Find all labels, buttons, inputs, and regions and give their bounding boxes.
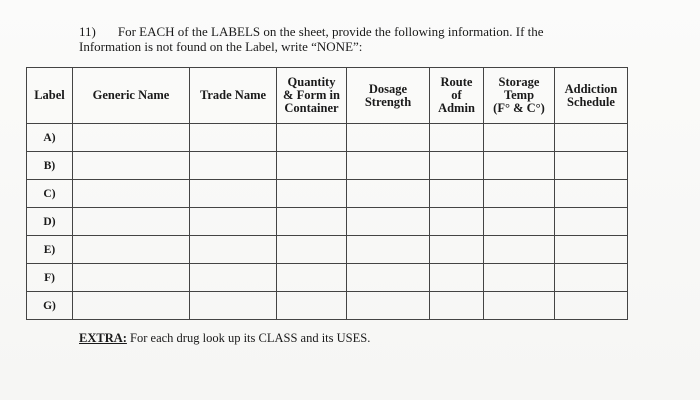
answer-cell-generic-name[interactable] [73,292,190,320]
column-header-trade-name [190,68,277,124]
answer-cell-addiction-schedule[interactable] [555,236,628,264]
table-row [27,236,628,264]
column-header-dosage-strength [347,68,430,124]
column-header-line: Admin [438,101,475,115]
column-header-line: Quantity [287,75,336,89]
instructions-text-2: Information is not found on the Label, write “NONE”: [79,39,363,54]
column-header-line: & Form in [283,88,340,102]
answer-cell-storage-temp[interactable] [484,208,555,236]
answer-cell-quantity-form[interactable] [277,180,347,208]
answer-cell-generic-name[interactable] [73,152,190,180]
answer-cell-addiction-schedule[interactable] [555,264,628,292]
answer-cell-route-admin[interactable] [430,124,484,152]
answer-cell-storage-temp[interactable] [484,124,555,152]
answer-cell-trade-name[interactable] [190,180,277,208]
row-label: C) [27,180,73,208]
column-header-line: Strength [364,94,412,109]
question-number: 11) [79,24,96,39]
answer-cell-generic-name[interactable] [73,264,190,292]
answer-cell-route-admin[interactable] [430,292,484,320]
column-header-line: Storage [498,75,540,89]
answer-cell-addiction-schedule[interactable] [555,124,628,152]
column-header-line: Schedule [567,94,615,109]
answer-cell-dosage-strength[interactable] [347,152,430,180]
row-label: A) [27,124,73,152]
answer-cell-trade-name[interactable] [190,236,277,264]
column-header-line: Trade Name [199,88,267,102]
answer-cell-quantity-form[interactable] [277,152,347,180]
answer-cell-route-admin[interactable] [430,208,484,236]
row-label: E) [27,236,73,264]
answer-cell-route-admin[interactable] [430,152,484,180]
row-label: B) [27,152,73,180]
extra-label: EXTRA: [79,331,127,345]
answer-cell-addiction-schedule[interactable] [555,180,628,208]
table-header-row [27,68,628,124]
table-row [27,264,628,292]
answer-cell-generic-name[interactable] [73,208,190,236]
answer-cell-storage-temp[interactable] [484,236,555,264]
instructions-line-1 [79,24,639,39]
answer-cell-quantity-form[interactable] [277,208,347,236]
answer-cell-route-admin[interactable] [430,180,484,208]
answer-cell-trade-name[interactable] [190,292,277,320]
answer-cell-addiction-schedule[interactable] [555,208,628,236]
column-header-addiction-schedule [555,68,628,124]
answer-cell-route-admin[interactable] [430,236,484,264]
instructions [79,24,639,54]
column-header-label [27,68,73,124]
table-row [27,152,628,180]
answer-cell-quantity-form[interactable] [277,236,347,264]
answer-cell-dosage-strength[interactable] [347,124,430,152]
table-row [27,124,628,152]
instructions-text-1: For EACH of the LABELS on the sheet, provide the following information. If the [117,24,544,39]
column-header-line: Temp [503,88,535,102]
column-header-line: of [451,88,462,102]
column-header-generic-name [73,68,190,124]
column-header-storage-temp [484,68,555,124]
answer-cell-dosage-strength[interactable] [347,292,430,320]
table-row [27,292,628,320]
answer-cell-generic-name[interactable] [73,236,190,264]
answer-cell-generic-name[interactable] [73,180,190,208]
answer-cell-dosage-strength[interactable] [347,264,430,292]
answer-cell-dosage-strength[interactable] [347,236,430,264]
answer-cell-quantity-form[interactable] [277,264,347,292]
column-header-line: Addiction [564,81,618,96]
row-label: G) [27,292,73,320]
column-header-route-admin [430,68,484,124]
column-header-line: Dosage [368,81,408,96]
answer-cell-storage-temp[interactable] [484,180,555,208]
answer-cell-trade-name[interactable] [190,208,277,236]
answer-cell-addiction-schedule[interactable] [555,292,628,320]
answer-cell-trade-name[interactable] [190,124,277,152]
table-body [27,124,628,320]
extra-note [79,331,370,346]
answer-cell-trade-name[interactable] [190,264,277,292]
row-label: D) [27,208,73,236]
column-header-line: Label [34,88,65,102]
answer-cell-route-admin[interactable] [430,264,484,292]
answer-cell-trade-name[interactable] [190,152,277,180]
answer-cell-dosage-strength[interactable] [347,208,430,236]
column-header-line: Generic Name [92,88,170,102]
answer-cell-generic-name[interactable] [73,124,190,152]
table-row [27,180,628,208]
label-info-table [26,67,628,320]
answer-cell-addiction-schedule[interactable] [555,152,628,180]
row-label: F) [27,264,73,292]
answer-cell-quantity-form[interactable] [277,124,347,152]
answer-cell-dosage-strength[interactable] [347,180,430,208]
table-row [27,208,628,236]
extra-text: For each drug look up its CLASS and its USES. [126,331,371,345]
answer-cell-storage-temp[interactable] [484,264,555,292]
column-header-line: Container [284,101,339,115]
answer-cell-quantity-form[interactable] [277,292,347,320]
column-header-quantity-form [277,68,347,124]
column-header-line: Route [440,75,473,89]
answer-cell-storage-temp[interactable] [484,292,555,320]
answer-cell-storage-temp[interactable] [484,152,555,180]
column-header-line: (F° & C°) [493,101,545,115]
